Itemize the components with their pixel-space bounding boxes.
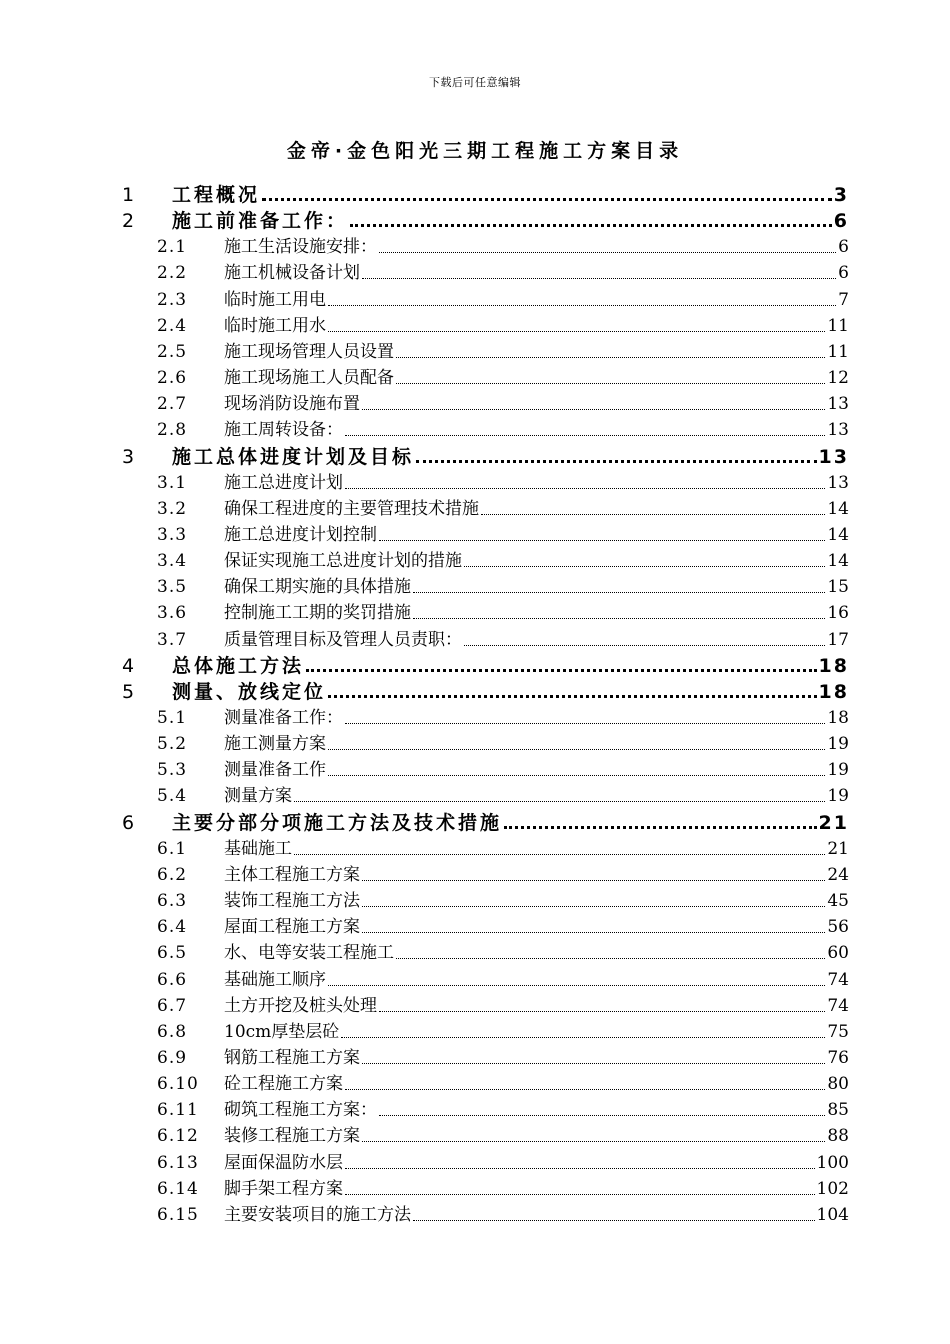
- toc-entry-page-number: 74: [827, 995, 849, 1016]
- toc-entry-title[interactable]: 装饰工程施工方法: [224, 891, 360, 912]
- toc-entry-page-number: 19: [827, 734, 849, 755]
- toc-entry-page-number: 19: [827, 760, 849, 781]
- toc-entry-title[interactable]: 测量、放线定位: [172, 680, 327, 703]
- toc-entry-page-number: 100: [816, 1152, 849, 1173]
- toc-entry[interactable]: [0, 391, 950, 417]
- toc-entry-title[interactable]: 施工机械设备计划: [224, 263, 360, 284]
- dot-leader: [481, 514, 825, 515]
- toc-entry-body: [224, 287, 849, 313]
- toc-entry-title[interactable]: 工程概况: [172, 184, 261, 206]
- toc-entry-title[interactable]: 施工前准备工作：: [172, 210, 349, 233]
- toc-entry-body: [172, 679, 849, 705]
- toc-entry-title[interactable]: 测量准备工作：: [224, 708, 343, 728]
- dot-leader: [362, 932, 825, 933]
- toc-entry-body: [224, 627, 849, 653]
- toc-entry[interactable]: [0, 1176, 950, 1202]
- toc-entry-page-number: 13: [827, 472, 849, 493]
- dot-leader: [362, 278, 836, 279]
- toc-entry[interactable]: [0, 470, 950, 496]
- toc-entry[interactable]: [0, 810, 950, 836]
- toc-entry-body: [224, 705, 849, 731]
- toc-entry-title[interactable]: 保证实现施工总进度计划的措施: [224, 551, 462, 572]
- dot-leader: [294, 801, 825, 802]
- toc-entry[interactable]: [0, 836, 950, 862]
- toc-entry-page-number: 76: [827, 1047, 849, 1068]
- toc-entry[interactable]: [0, 260, 950, 286]
- toc-entry[interactable]: [0, 1045, 950, 1071]
- toc-entry-number: 2.8: [157, 420, 188, 441]
- toc-entry-number: 6.1: [157, 838, 188, 859]
- toc-entry-body: [224, 391, 849, 417]
- toc-entry[interactable]: [0, 914, 950, 940]
- toc-entry[interactable]: [0, 940, 950, 966]
- toc-entry-title[interactable]: 测量准备工作: [224, 760, 326, 781]
- toc-entry[interactable]: [0, 313, 950, 339]
- toc-entry-page-number: 12: [827, 368, 849, 389]
- toc-entry-body: [224, 1019, 849, 1045]
- toc-entry[interactable]: [0, 287, 950, 313]
- toc-entry-title[interactable]: 主要分部分项施工方法及技术措施: [172, 811, 503, 834]
- toc-entry-body: [224, 339, 849, 365]
- toc-entry-number: 6.2: [157, 864, 188, 885]
- toc-entry-page-number: 21: [818, 811, 849, 834]
- toc-entry-number: 3.3: [157, 524, 188, 545]
- toc-entry-number: 6.13: [157, 1152, 199, 1173]
- toc-entry-page-number: 16: [827, 603, 849, 624]
- toc-entry-number: 5.1: [157, 708, 188, 728]
- toc-entry-title[interactable]: 施工周转设备：: [224, 420, 343, 441]
- download-note: 下载后可任意编辑: [429, 76, 521, 89]
- toc-entry-number: 2.7: [157, 394, 188, 415]
- toc-entry-title[interactable]: 施工总体进度计划及目标: [172, 445, 415, 468]
- toc-entry-body: [224, 1123, 849, 1149]
- toc-entry-page-number: 18: [818, 680, 849, 703]
- dot-leader: [464, 566, 825, 567]
- dot-leader: [328, 331, 825, 332]
- toc-entry-title[interactable]: 施工现场施工人员配备: [224, 368, 394, 389]
- toc-entry-number: 6.4: [157, 917, 188, 938]
- dot-leader: [379, 540, 825, 541]
- dot-leader: [328, 695, 817, 698]
- toc-entry[interactable]: [0, 574, 950, 600]
- toc-entry-title[interactable]: 10cm厚垫层砼: [224, 1021, 340, 1042]
- toc-entry-number: 6.5: [157, 943, 188, 964]
- toc-entry-number: 2.6: [157, 368, 188, 389]
- toc-entry-body: [172, 182, 849, 208]
- toc-entry-body: [224, 470, 849, 496]
- toc-entry-page-number: 102: [816, 1178, 849, 1199]
- dot-leader: [413, 592, 825, 593]
- toc-entry-body: [224, 836, 849, 862]
- toc-entry[interactable]: [0, 1019, 950, 1045]
- toc-entry-number: 2.4: [157, 315, 188, 336]
- toc-entry-body: [224, 940, 849, 966]
- toc-entry-title[interactable]: 砼工程施工方案: [224, 1074, 343, 1095]
- dot-leader: [345, 723, 825, 724]
- dot-leader: [328, 305, 836, 306]
- toc-entry-number: 5.2: [157, 734, 188, 755]
- toc-entry-title[interactable]: 基础施工顺序: [224, 969, 326, 990]
- dot-leader: [262, 198, 832, 201]
- toc-entry-title[interactable]: 测量方案: [224, 786, 292, 807]
- toc-entry[interactable]: [0, 365, 950, 391]
- dot-leader: [396, 383, 825, 384]
- toc-entry-page-number: 88: [827, 1126, 849, 1147]
- toc-entry[interactable]: [0, 1202, 950, 1228]
- toc-entry-page-number: 7: [838, 289, 849, 310]
- toc-entry-body: [172, 444, 849, 470]
- toc-entry-page-number: 14: [827, 551, 849, 572]
- toc-entry-title[interactable]: 临时施工用水: [224, 315, 326, 336]
- toc-entry[interactable]: [0, 627, 950, 653]
- toc-entry-page-number: 21: [827, 838, 849, 859]
- dot-leader: [416, 460, 817, 463]
- toc-entry[interactable]: [0, 1097, 950, 1123]
- toc-entry-page-number: 13: [818, 445, 849, 468]
- toc-entry-page-number: 13: [827, 394, 849, 415]
- dot-leader: [362, 1141, 825, 1142]
- toc-entry-body: [224, 600, 849, 626]
- toc-entry[interactable]: [0, 993, 950, 1019]
- toc-entry-page-number: 17: [827, 629, 849, 650]
- toc-entry[interactable]: [0, 967, 950, 993]
- toc-entry-number: 3.1: [157, 472, 188, 493]
- toc-entry-body: [224, 260, 849, 286]
- toc-entry-body: [224, 1202, 849, 1228]
- toc-entry-number: 3.2: [157, 498, 188, 519]
- toc-entry-body: [224, 1045, 849, 1071]
- toc-entry-title[interactable]: 主要安装项目的施工方法: [224, 1204, 411, 1225]
- toc-entry-number: 2.1: [157, 237, 188, 258]
- dot-leader: [362, 1063, 825, 1064]
- toc-entry-number: 6.7: [157, 995, 188, 1016]
- dot-leader: [345, 1194, 815, 1195]
- toc-entry-title[interactable]: 砌筑工程施工方案：: [224, 1100, 377, 1121]
- dot-leader: [328, 775, 825, 776]
- toc-entry-page-number: 18: [827, 708, 849, 728]
- dot-leader: [413, 1220, 815, 1221]
- toc-entry[interactable]: [0, 679, 950, 705]
- toc-entry-title[interactable]: 钢筋工程施工方案: [224, 1047, 360, 1068]
- toc-entry-number: 2: [122, 210, 135, 233]
- dot-leader: [328, 749, 825, 750]
- toc-entry-page-number: 85: [827, 1100, 849, 1121]
- toc-entry-page-number: 56: [827, 917, 849, 938]
- toc-entry-page-number: 14: [827, 524, 849, 545]
- dot-leader: [362, 906, 825, 907]
- toc-entry[interactable]: [0, 653, 950, 679]
- toc-entry-page-number: 45: [827, 891, 849, 912]
- dot-leader: [396, 357, 825, 358]
- toc-entry-body: [172, 208, 849, 234]
- toc-entry-page-number: 104: [816, 1204, 849, 1225]
- toc-entry[interactable]: [0, 731, 950, 757]
- toc-entry-page-number: 15: [827, 577, 849, 598]
- toc-entry-page-number: 3: [833, 184, 849, 206]
- dot-leader: [345, 1089, 825, 1090]
- dot-leader: [464, 645, 825, 646]
- toc-entry-page-number: 6: [833, 210, 849, 233]
- toc-entry-body: [224, 1150, 849, 1176]
- dot-leader: [379, 1115, 825, 1116]
- toc-entry[interactable]: [0, 444, 950, 470]
- toc-entry-body: [224, 548, 849, 574]
- toc-entry-title[interactable]: 控制施工工期的奖罚措施: [224, 603, 411, 624]
- dot-leader: [362, 880, 825, 881]
- toc-entry-number: 6.8: [157, 1021, 188, 1042]
- toc-entry-title[interactable]: 装修工程施工方案: [224, 1126, 360, 1147]
- toc-entry[interactable]: [0, 600, 950, 626]
- toc-entry-number: 5.4: [157, 786, 188, 807]
- dot-leader: [345, 435, 825, 436]
- toc-entry[interactable]: [0, 783, 950, 809]
- dot-leader: [306, 669, 817, 672]
- toc-entry-page-number: 13: [827, 420, 849, 441]
- toc-entry-page-number: 80: [827, 1074, 849, 1095]
- toc-entry[interactable]: [0, 1150, 950, 1176]
- toc-entry-number: 3.4: [157, 551, 188, 572]
- toc-entry-number: 6.3: [157, 891, 188, 912]
- toc-entry-body: [224, 522, 849, 548]
- dot-leader: [379, 252, 836, 253]
- toc-entry-body: [224, 1071, 849, 1097]
- toc-entry-body: [224, 1176, 849, 1202]
- toc-entry-title[interactable]: 临时施工用电: [224, 289, 326, 310]
- toc-entry-body: [224, 757, 849, 783]
- toc-entry-number: 6.6: [157, 969, 188, 990]
- dot-leader: [379, 1011, 825, 1012]
- toc-entry[interactable]: [0, 548, 950, 574]
- toc-entry-number: 3: [122, 445, 135, 468]
- dot-leader: [504, 826, 817, 829]
- toc-entry-number: 6.11: [157, 1100, 199, 1121]
- toc-entry-page-number: 75: [827, 1021, 849, 1042]
- toc-entry[interactable]: [0, 1071, 950, 1097]
- toc-entry-title[interactable]: 施工生活设施安排：: [224, 237, 377, 258]
- toc-entry[interactable]: [0, 862, 950, 888]
- toc-entry-title[interactable]: 总体施工方法: [172, 654, 305, 677]
- toc-entry-title[interactable]: 屋面保温防水层: [224, 1152, 343, 1173]
- dot-leader: [350, 224, 832, 227]
- dot-leader: [345, 488, 825, 489]
- toc-entry-number: 6: [122, 811, 135, 834]
- toc-entry-title[interactable]: 施工测量方案: [224, 734, 326, 755]
- toc-entry-number: 3.7: [157, 629, 188, 650]
- toc-entry-title[interactable]: 施工总进度计划: [224, 472, 343, 493]
- toc-entry-page-number: 19: [827, 786, 849, 807]
- toc-entry-page-number: 18: [818, 654, 849, 677]
- toc-entry-title[interactable]: 确保工程进度的主要管理技术措施: [224, 498, 479, 519]
- toc-entry-body: [172, 653, 849, 679]
- toc-entry[interactable]: [0, 757, 950, 783]
- toc-entry-title[interactable]: 主体工程施工方案: [224, 864, 360, 885]
- toc-entry-number: 5.3: [157, 760, 188, 781]
- toc-entry-body: [224, 783, 849, 809]
- toc-entry-title[interactable]: 脚手架工程方案: [224, 1178, 343, 1199]
- toc-entry-title[interactable]: 确保工期实施的具体措施: [224, 577, 411, 598]
- toc-entry-number: 6.14: [157, 1178, 199, 1199]
- toc-entry-page-number: 6: [838, 237, 849, 258]
- toc-entry-title[interactable]: 基础施工: [224, 838, 292, 859]
- toc-entry-title[interactable]: 现场消防设施布置: [224, 394, 360, 415]
- toc-entry-number: 5: [122, 680, 135, 703]
- toc-entry-page-number: 6: [838, 263, 849, 284]
- toc-entry-number: 2.5: [157, 341, 188, 362]
- toc-entry-body: [224, 234, 849, 260]
- toc-entry-number: 3.6: [157, 603, 188, 624]
- dot-leader: [341, 1037, 825, 1038]
- dot-leader: [328, 985, 825, 986]
- toc-entry[interactable]: [0, 522, 950, 548]
- toc-entry-page-number: 14: [827, 498, 849, 519]
- toc-entry-body: [224, 993, 849, 1019]
- toc-entry-page-number: 60: [827, 943, 849, 964]
- toc-entry-number: 6.12: [157, 1126, 199, 1147]
- toc-entry-title[interactable]: 屋面工程施工方案: [224, 917, 360, 938]
- toc-entry[interactable]: [0, 705, 950, 731]
- toc-entry-body: [224, 967, 849, 993]
- toc-entry-title[interactable]: 施工总进度计划控制: [224, 524, 377, 545]
- toc-entry-number: 1: [122, 184, 135, 206]
- toc-entry-title[interactable]: 水、电等安装工程施工: [224, 943, 394, 964]
- dot-leader: [345, 1168, 815, 1169]
- toc-entry[interactable]: [0, 496, 950, 522]
- toc-entry-body: [172, 810, 849, 836]
- toc-entry-number: 6.10: [157, 1074, 199, 1095]
- toc-entry-title[interactable]: 土方开挖及桩头处理: [224, 995, 377, 1016]
- toc-entry[interactable]: [0, 208, 950, 234]
- toc-entry-body: [224, 1097, 849, 1123]
- toc-entry-number: 2.3: [157, 289, 188, 310]
- toc-entry-body: [224, 417, 849, 443]
- dot-leader: [413, 618, 825, 619]
- toc-entry-title[interactable]: 施工现场管理人员设置: [224, 341, 394, 362]
- toc-entry-number: 4: [122, 654, 135, 677]
- toc-entry[interactable]: [0, 234, 950, 260]
- toc-entry-page-number: 11: [827, 315, 849, 336]
- dot-leader: [294, 854, 825, 855]
- toc-entry-body: [224, 574, 849, 600]
- toc-entry-page-number: 74: [827, 969, 849, 990]
- toc-entry[interactable]: [0, 182, 950, 208]
- toc-entry[interactable]: [0, 339, 950, 365]
- toc-entry-body: [224, 365, 849, 391]
- toc-entry-body: [224, 731, 849, 757]
- toc-entry-body: [224, 862, 849, 888]
- toc-entry-number: 6.15: [157, 1204, 199, 1225]
- toc-entry-body: [224, 313, 849, 339]
- toc-entry-page-number: 24: [827, 864, 849, 885]
- toc-entry[interactable]: [0, 888, 950, 914]
- toc-entry-page-number: 11: [827, 341, 849, 362]
- document-title: 金帝·金色阳光三期工程施工方案目录: [286, 140, 684, 162]
- toc-entry[interactable]: [0, 417, 950, 443]
- dot-leader: [362, 409, 825, 410]
- toc-entry-body: [224, 914, 849, 940]
- toc-entry-number: 2.2: [157, 263, 188, 284]
- toc-entry-body: [224, 496, 849, 522]
- toc-entry-number: 6.9: [157, 1047, 188, 1068]
- dot-leader: [396, 958, 825, 959]
- toc-entry[interactable]: [0, 1123, 950, 1149]
- toc-entry-title[interactable]: 质量管理目标及管理人员责职：: [224, 629, 462, 650]
- toc-entry-body: [224, 888, 849, 914]
- toc-entry-number: 3.5: [157, 577, 188, 598]
